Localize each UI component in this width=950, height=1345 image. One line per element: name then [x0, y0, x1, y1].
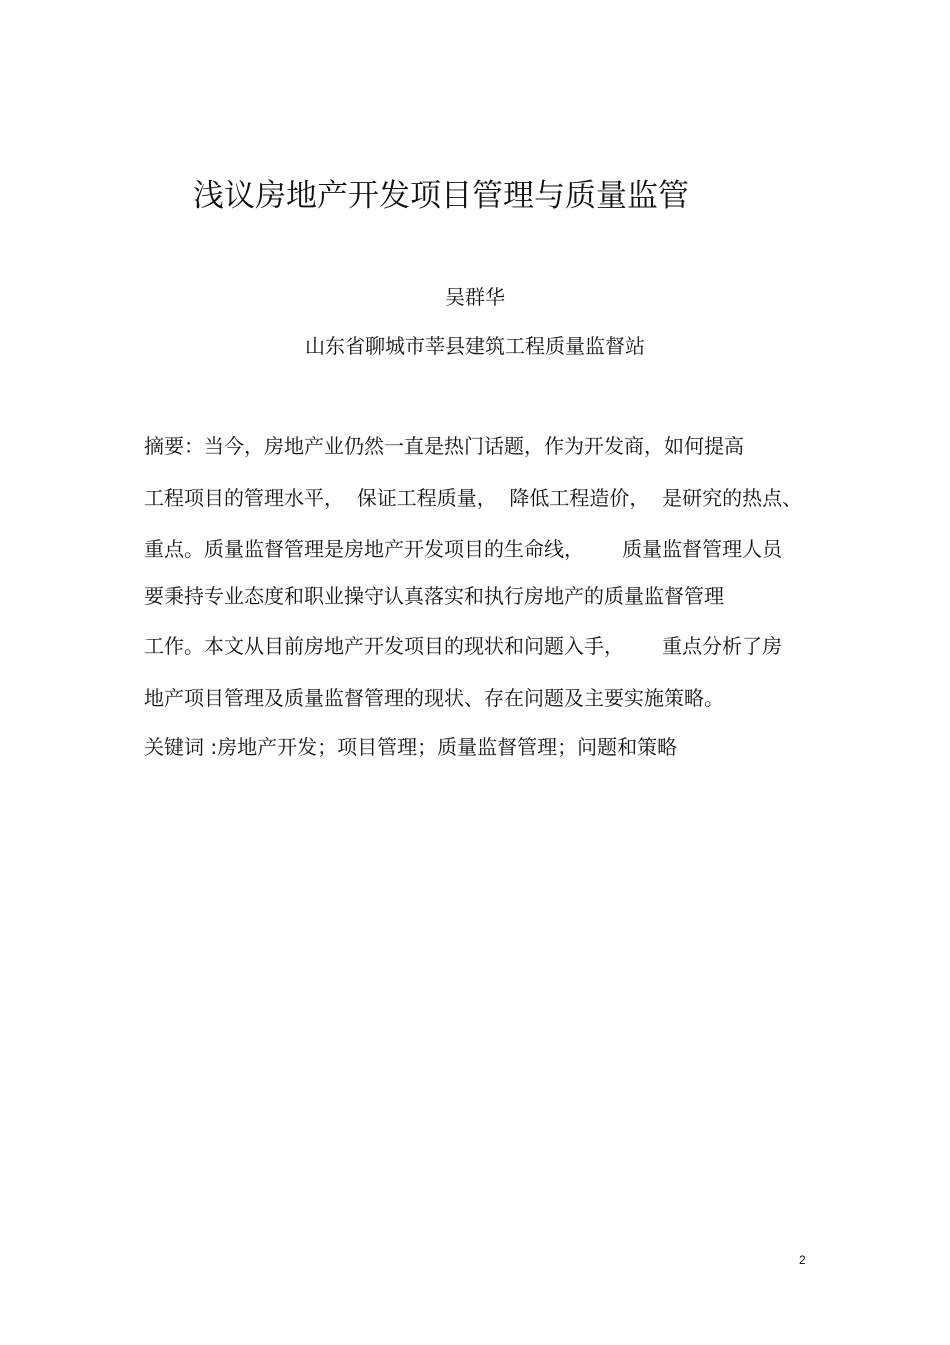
keywords-line: 关键词 :房地产开发；项目管理；质量监督管理；问题和策略	[144, 735, 678, 759]
abstract-line: 摘要：当今，房地产业仍然一直是热门话题，作为开发商，如何提高	[144, 434, 744, 458]
abstract-line: 工程项目的管理水平， 保证工程质量， 降低工程造价， 是研究的热点、	[144, 486, 803, 510]
document-title: 浅议房地产开发项目管理与质量监管	[193, 178, 689, 214]
author-affiliation: 山东省聊城市莘县建筑工程质量监督站	[305, 334, 645, 358]
abstract-line: 重点。质量监督管理是房地产开发项目的生命线， 质量监督管理人员	[144, 537, 783, 561]
author-name: 吴群华	[445, 285, 505, 309]
abstract-line: 要秉持专业态度和职业操守认真落实和执行房地产的质量监督管理	[144, 584, 724, 608]
page-number: 2	[799, 1253, 806, 1267]
abstract-line: 工作。本文从目前房地产开发项目的现状和问题入手， 重点分析了房	[144, 634, 783, 658]
abstract-line: 地产项目管理及质量监督管理的现状、存在问题及主要实施策略。	[144, 686, 724, 710]
